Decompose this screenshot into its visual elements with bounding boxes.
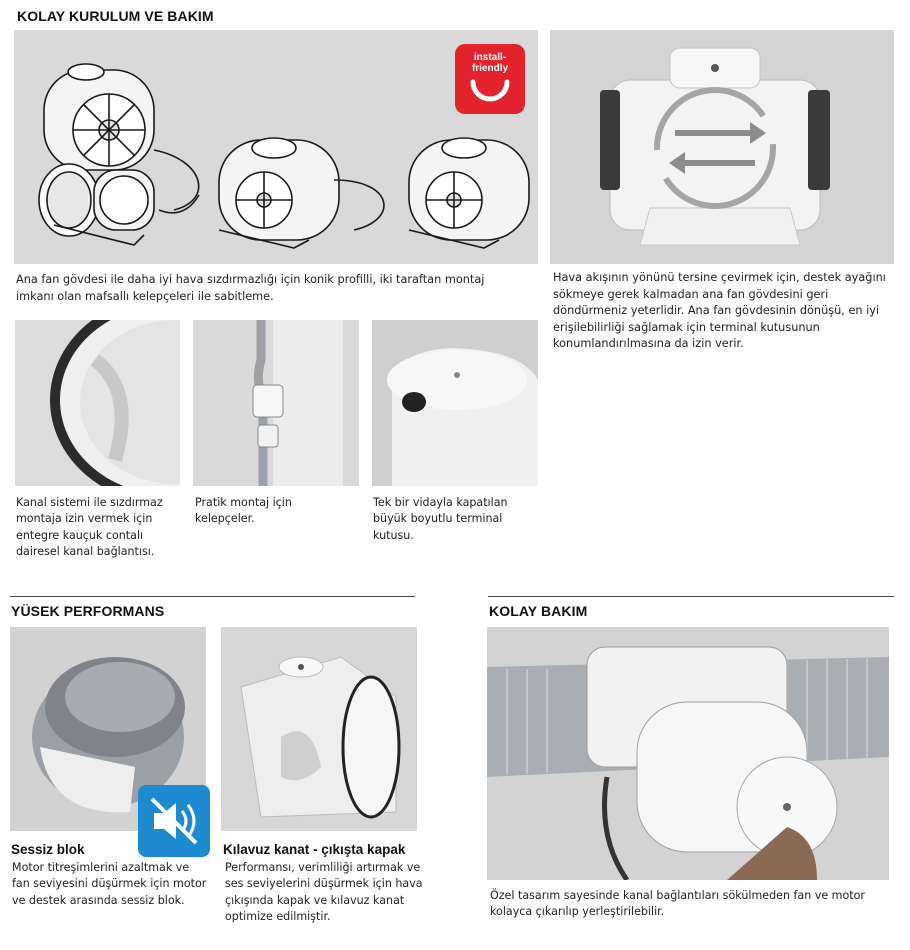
detail-caption-duct-seal: Kanal sistemi ile sızdırmaz montaja izin vermek için entegre kauçuk contalı dairesel kanal bağlantısı. <box>16 496 163 559</box>
badge-text-line2: friendly <box>471 63 509 74</box>
rotation-image <box>550 30 894 264</box>
silent-block-image <box>10 627 206 831</box>
hero-caption: Ana fan gövdesi ile daha iyi hava sızdırmazlığı için konik profilli, iki taraftan montaj imkanı olan mafsallı kelepçeleri ile sabitleme. <box>16 273 485 303</box>
detail-image-terminal-box <box>372 320 538 486</box>
rotation-caption: Hava akışının yönünü tersine çevirmek için, destek ayağını sökmeye gerek kalmadan ana fan gövdesini geri döndürmeniz yeterlidir. Ana fan gövdesinin dönüşü, en iyi erişilebilirliği sağlamak için terminal kutusunun konumlandırılmasına da izin verir. <box>553 271 886 351</box>
maintenance-image <box>487 627 889 880</box>
smile-icon <box>455 76 525 106</box>
badge-text-line1: install- <box>473 52 507 63</box>
section-rule-performance <box>10 596 415 597</box>
detail-image-duct-seal <box>15 320 180 486</box>
detail-caption-terminal-box: Tek bir vidayla kapatılan büyük boyutlu terminal kutusu. <box>373 496 508 542</box>
guide-vane-title: Kılavuz kanat - çıkışta kapak <box>223 842 406 857</box>
mute-speaker-icon <box>138 785 210 857</box>
guide-vane-image <box>221 627 417 831</box>
section-heading-performance: YÜSEK PERFORMANS <box>11 603 165 619</box>
install-friendly-badge <box>455 44 525 114</box>
silent-block-title: Sessiz blok <box>11 842 85 857</box>
section-heading-install: KOLAY KURULUM VE BAKIM <box>17 8 214 24</box>
detail-caption-clamp: Pratik montaj için kelepçeler. <box>195 496 292 526</box>
silent-block-caption: Motor titreşimlerini azaltmak ve fan seviyesini düşürmek için motor ve destek arasında sessiz blok. <box>12 861 207 907</box>
guide-vane-caption: Performansı, verimliliği artırmak ve ses seviyelerini düşürmek için hava çıkışında kapak ve kılavuz kanat optimize edilmiştir. <box>225 861 423 924</box>
detail-image-clamp <box>193 320 359 486</box>
mute-speaker-badge <box>138 785 210 857</box>
section-heading-maintenance: KOLAY BAKIM <box>489 603 588 619</box>
hero-fans-image <box>14 30 538 264</box>
section-rule-maintenance <box>488 596 894 597</box>
maintenance-caption: Özel tasarım sayesinde kanal bağlantıları sökülmeden fan ve motor kolayca çıkarılıp yerleştirilebilir. <box>490 889 865 919</box>
